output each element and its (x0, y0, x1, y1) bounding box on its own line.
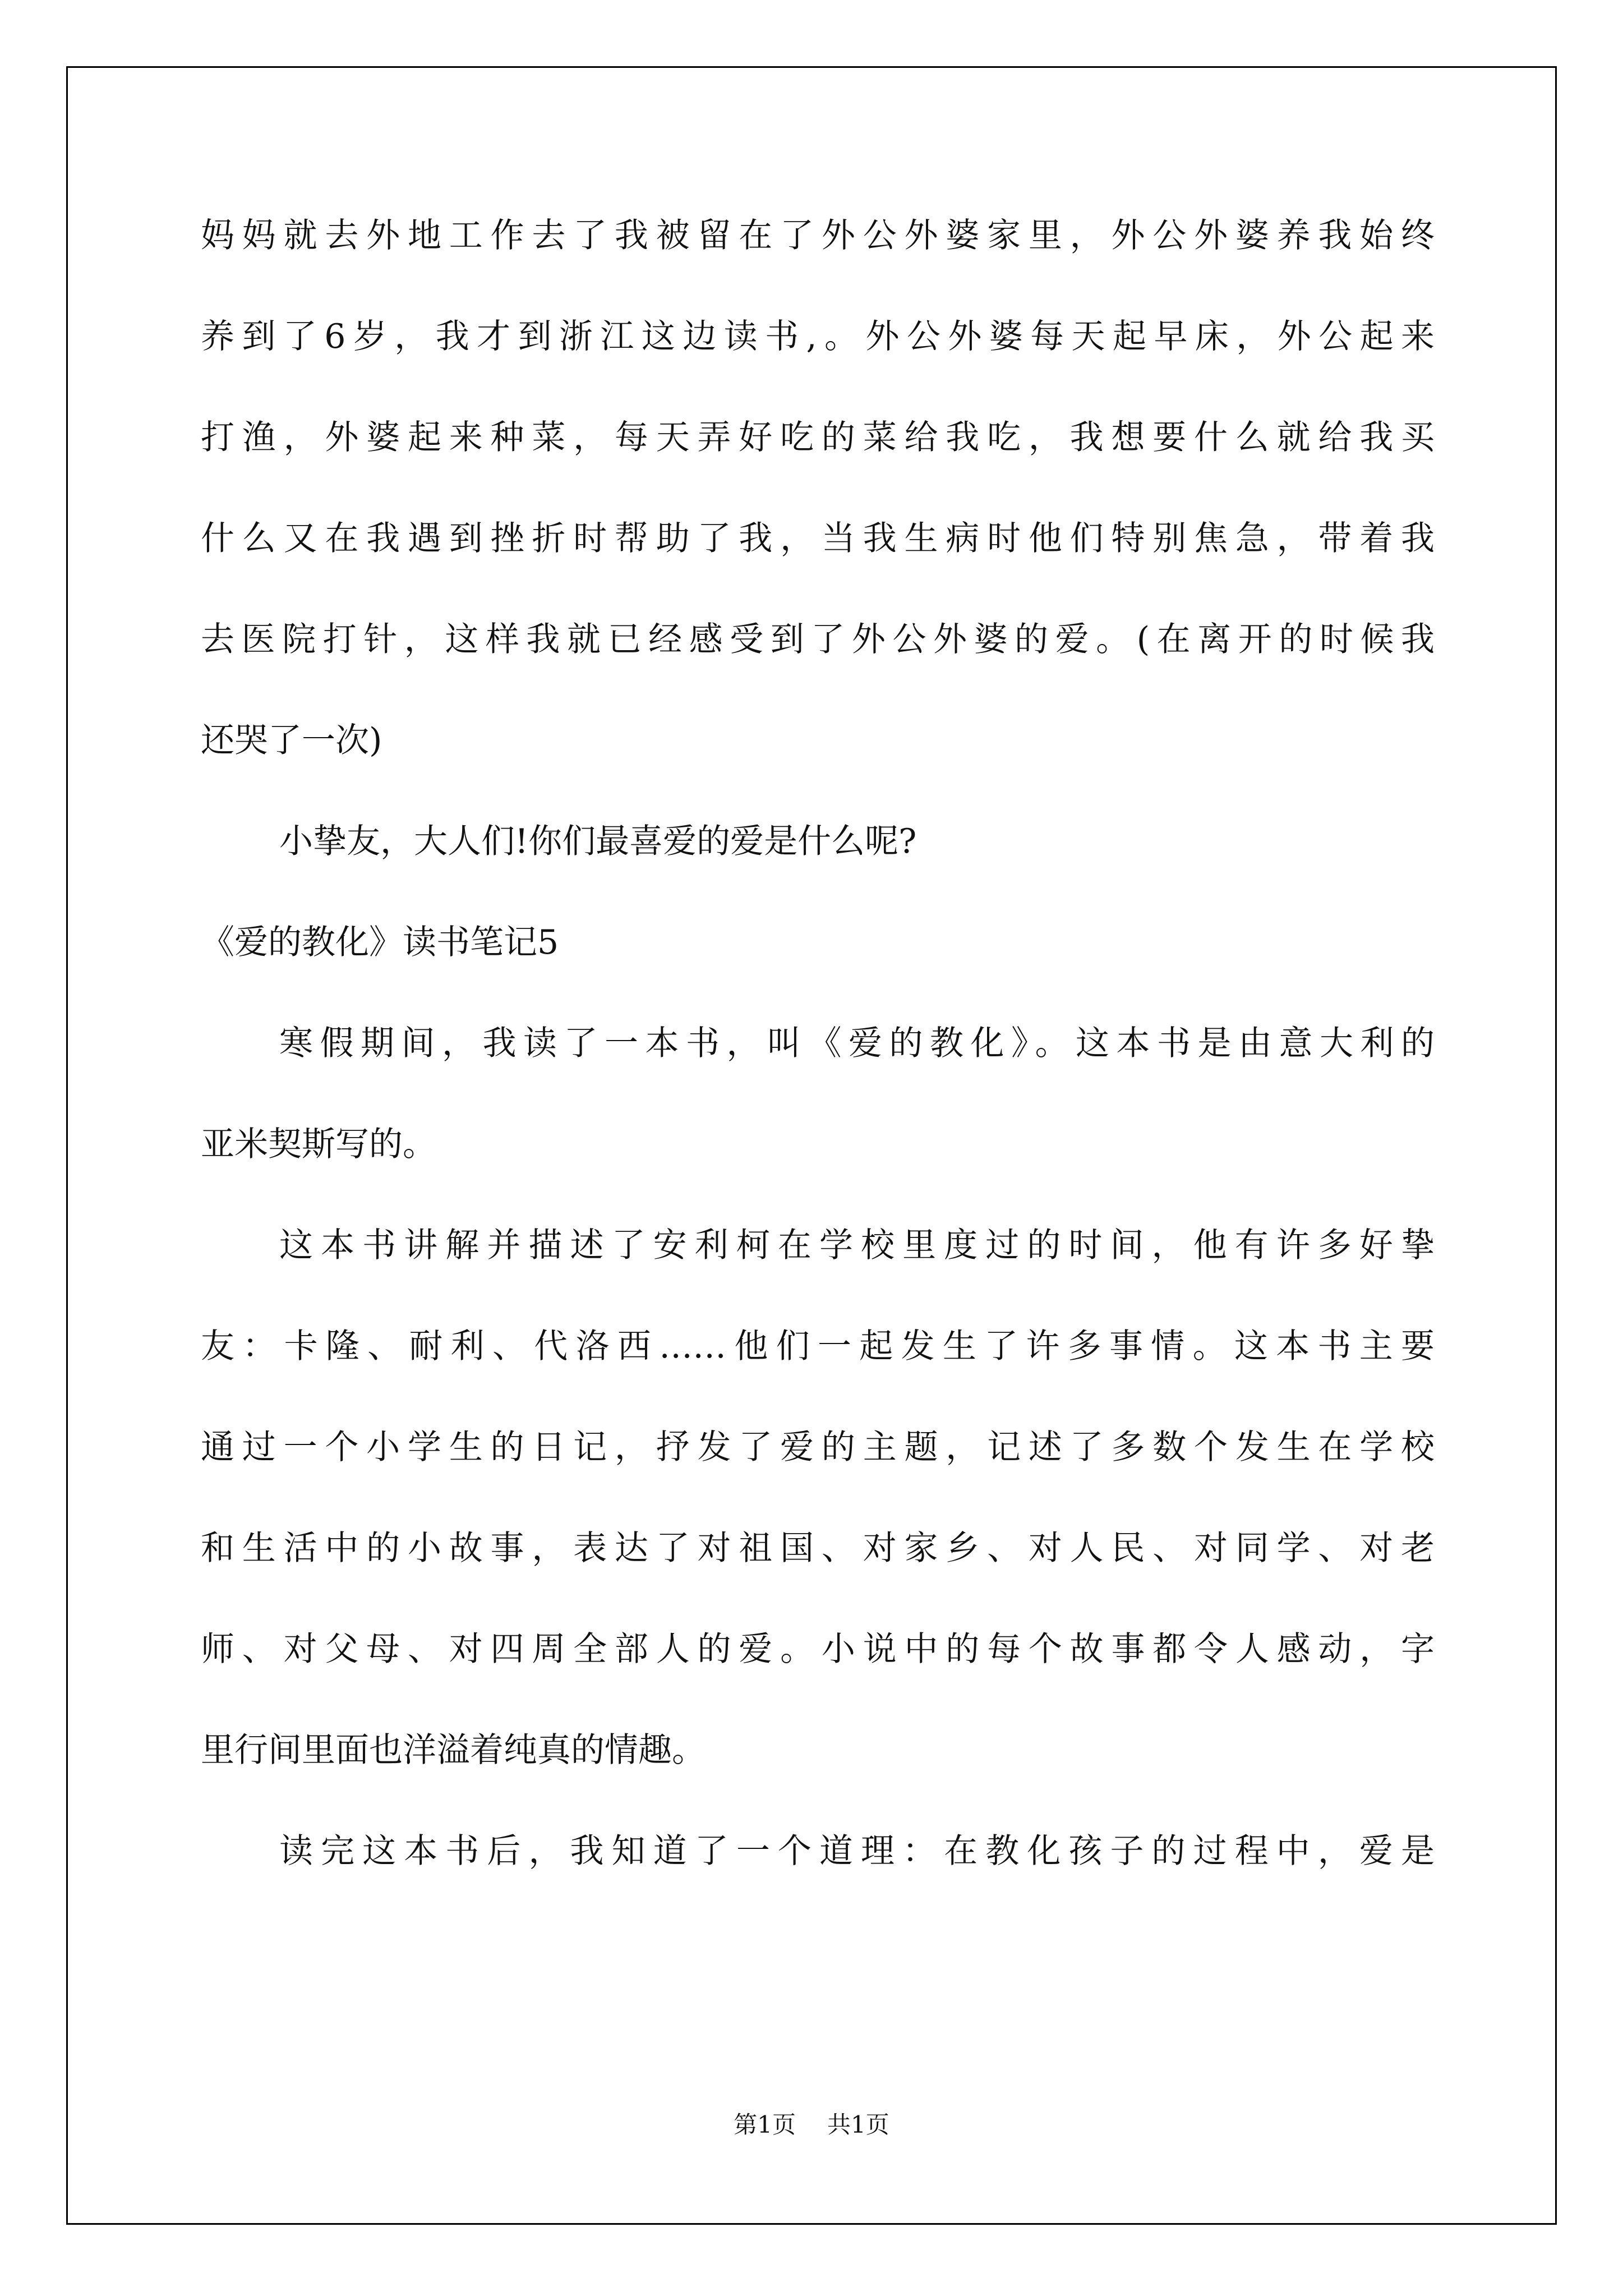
text-line: 这本书讲解并描述了安利柯在学校里度过的时间，他有许多好挚 (279, 1226, 1435, 1265)
text-line: 养到了6岁，我才到浙江这边读书,。外公外婆每天起早床，外公起来 (201, 317, 1435, 356)
text-line: 小挚友，大人们!你们最喜爱的爱是什么呢? (279, 822, 917, 861)
text-line: 什么又在我遇到挫折时帮助了我，当我生病时他们特别焦急，带着我 (201, 519, 1435, 558)
text-line: 读完这本书后，我知道了一个道理：在教化孩子的过程中，爱是 (279, 1832, 1435, 1871)
text-line: 亚米契斯写的。 (201, 1125, 436, 1164)
text-line: 友：卡隆、耐利、代洛西……他们一起发生了许多事情。这本书主要 (201, 1327, 1435, 1366)
text-line: 里行间里面也洋溢着纯真的情趣。 (201, 1731, 706, 1770)
page-number: 第1页 (734, 2111, 796, 2138)
page-total: 共1页 (827, 2111, 889, 2138)
text-line: 还哭了一次) (201, 721, 382, 760)
text-line: 去医院打针，这样我就已经感受到了外公外婆的爱。(在离开的时候我 (201, 620, 1435, 659)
text-line: 寒假期间，我读了一本书，叫《爱的教化》。这本书是由意大利的 (279, 1024, 1435, 1063)
text-line: 和生活中的小故事，表达了对祖国、对家乡、对人民、对同学、对老 (201, 1529, 1435, 1568)
text-line: 通过一个小学生的日记，抒发了爱的主题，记述了多数个发生在学校 (201, 1428, 1435, 1467)
text-line: 妈妈就去外地工作去了我被留在了外公外婆家里，外公外婆养我始终 (201, 216, 1435, 255)
text-line: 打渔，外婆起来种菜，每天弄好吃的菜给我吃，我想要什么就给我买 (201, 418, 1435, 457)
text-line: 师、对父母、对四周全部人的爱。小说中的每个故事都令人感动，字 (201, 1630, 1435, 1669)
page-footer (0, 2108, 1623, 2142)
section-heading: 《爱的教化》读书笔记5 (201, 923, 559, 962)
